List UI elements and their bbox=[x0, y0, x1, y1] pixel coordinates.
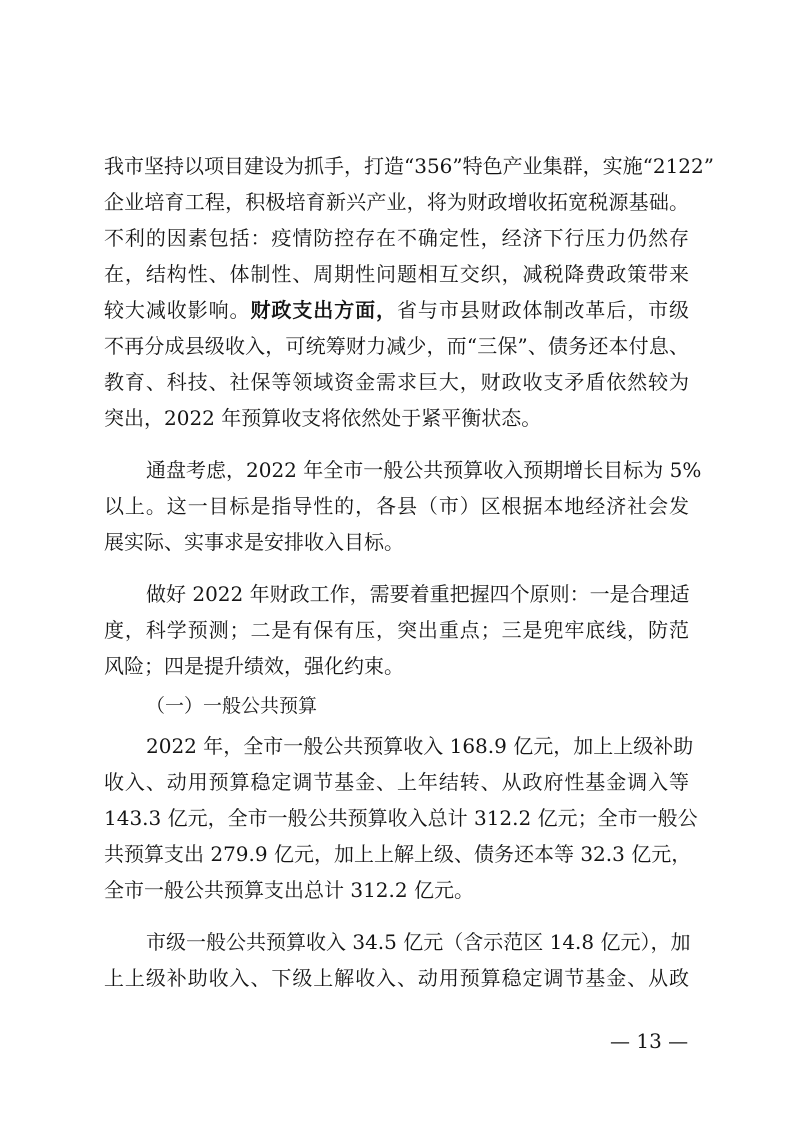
emphasis-fiscal-expenditure: 财政支出方面， bbox=[250, 298, 397, 322]
paragraph-4-line-3: 143.3 亿元，全市一般公共预算收入总计 312.2 亿元；全市一般公 bbox=[104, 806, 698, 830]
paragraph-5-line-1: 市级一般公共预算收入 34.5 亿元（含示范区 14.8 亿元），加 bbox=[146, 930, 691, 954]
paragraph-5-line-2: 上上级补助收入、下级上解收入、动用预算稳定调节基金、从政 bbox=[104, 966, 689, 990]
paragraph-1-line-4: 在，结构性、体制性、周期性问题相互交织，减税降费政策带来 bbox=[104, 262, 689, 286]
paragraph-1-line-2: 企业培育工程，积极培育新兴产业，将为财政增收拓宽税源基础。 bbox=[104, 190, 689, 214]
page-number: — 13 — bbox=[610, 1029, 689, 1053]
paragraph-1-line-1: 我市坚持以项目建设为抓手，打造“356”特色产业集群，实施“2122” bbox=[104, 154, 714, 178]
paragraph-2-line-1: 通盘考虑，2022 年全市一般公共预算收入预期增长目标为 5% bbox=[146, 458, 702, 482]
paragraph-1-line-5 bbox=[104, 290, 689, 330]
paragraph-3-line-3: 风险；四是提升绩效，强化约束。 bbox=[104, 654, 404, 678]
paragraph-1-line-6: 不再分成县级收入，可统筹财力减少，而“三保”、债务还本付息、 bbox=[104, 334, 689, 358]
paragraph-4-line-4: 共预算支出 279.9 亿元，加上上解上级、债务还本等 32.3 亿元， bbox=[104, 842, 692, 866]
paragraph-4-line-1: 2022 年，全市一般公共预算收入 168.9 亿元，加上上级补助 bbox=[146, 734, 694, 758]
paragraph-2-line-2: 以上。这一目标是指导性的，各县（市）区根据本地经济社会发 bbox=[104, 494, 689, 518]
section-heading: （一）一般公共预算 bbox=[146, 695, 318, 717]
paragraph-1-line-3: 不利的因素包括：疫情防控存在不确定性，经济下行压力仍然存 bbox=[104, 226, 689, 250]
paragraph-1-line-8: 突出，2022 年预算收支将依然处于紧平衡状态。 bbox=[104, 406, 542, 430]
paragraph-2-line-3: 展实际、实事求是安排收入目标。 bbox=[104, 530, 404, 554]
paragraph-4-line-5: 全市一般公共预算支出总计 312.2 亿元。 bbox=[104, 878, 474, 902]
paragraph-1-line-5-text-b: 省与市县财政体制改革后，市级 bbox=[396, 298, 690, 322]
paragraph-4-line-2: 收入、动用预算稳定调节基金、上年结转、从政府性基金调入等 bbox=[104, 770, 689, 794]
paragraph-3-line-2: 度，科学预测；二是有保有压，突出重点；三是兜牢底线，防范 bbox=[104, 618, 689, 642]
paragraph-3-line-1: 做好 2022 年财政工作，需要着重把握四个原则：一是合理适 bbox=[146, 582, 690, 606]
paragraph-1-line-7: 教育、科技、社保等领域资金需求巨大，财政收支矛盾依然较为 bbox=[104, 370, 689, 394]
paragraph-1-line-5-text-a: 较大减收影响。 bbox=[104, 298, 251, 322]
